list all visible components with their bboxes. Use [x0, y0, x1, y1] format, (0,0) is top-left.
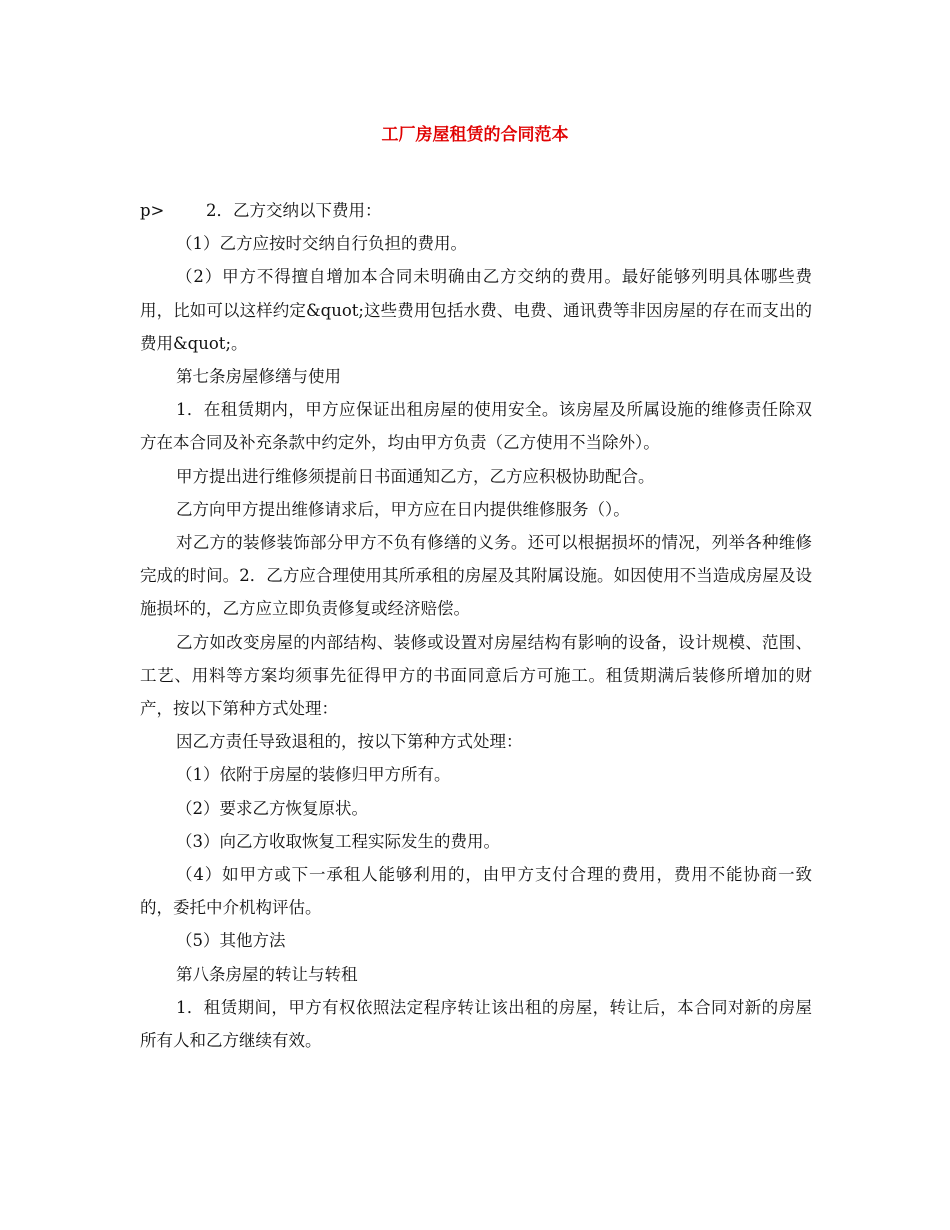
- document-body: [140, 194, 812, 1057]
- paragraph: 因乙方责任导致退租的，按以下第种方式处理：: [176, 732, 523, 752]
- list-item: （2）要求乙方恢复原状。: [176, 798, 368, 818]
- paragraph: 对乙方的装修装饰部分甲方不负有修缮的义务。还可以根据损坏的情况，列举各种维修完成的时间。2．乙方应合理使用其所承租的房屋及其附属设施。如因使用不当造成房屋及设施损坏的，乙方应立即负责修复或经济赔偿。: [140, 533, 812, 619]
- section-heading: 第七条房屋修缮与使用: [176, 367, 341, 387]
- list-item: （5）其他方法: [176, 931, 286, 951]
- paragraph: （2）甲方不得擅自增加本合同未明确由乙方交纳的费用。最好能够列明具体哪些费用，比如可以这样约定&quot;这些费用包括水费、电费、通讯费等非因房屋的存在而支出的费用&quot;。: [140, 267, 812, 353]
- paragraph-text: 2．乙方交纳以下费用：: [206, 201, 382, 220]
- paragraph: 乙方向甲方提出维修请求后，甲方应在日内提供维修服务（）。: [176, 499, 630, 519]
- document-title: 工厂房屋租赁的合同范本: [381, 125, 569, 145]
- paragraph: 乙方如改变房屋的内部结构、装修或设置对房屋结构有影响的设备，设计规模、范围、工艺、用料等方案均须事先征得甲方的书面同意后方可施工。租赁期满后装修所增加的财产，按以下第种方式处理：: [140, 632, 812, 719]
- lead-fragment: p>: [140, 201, 165, 220]
- paragraph: 1．在租赁期内，甲方应保证出租房屋的使用安全。该房屋及所属设施的维修责任除双方在本合同及补充条款中约定外，均由甲方负责（乙方使用不当除外）。: [140, 400, 812, 453]
- list-item: （4）如甲方或下一承租人能够利用的，由甲方支付合理的费用，费用不能协商一致的，委托中介机构评估。: [140, 865, 812, 918]
- list-item: （3）向乙方收取恢复工程实际发生的费用。: [176, 831, 500, 851]
- paragraph: 1．租赁期间，甲方有权依照法定程序转让该出租的房屋，转让后，本合同对新的房屋所有人和乙方继续有效。: [140, 997, 812, 1051]
- paragraph: （1）乙方应按时交纳自行负担的费用。: [176, 234, 467, 254]
- section-heading: 第八条房屋的转让与转租: [176, 964, 358, 984]
- paragraph: [140, 194, 812, 227]
- paragraph: 甲方提出进行维修须提前日书面通知乙方，乙方应积极协助配合。: [176, 466, 655, 486]
- list-item: （1）依附于房屋的装修归甲方所有。: [176, 765, 451, 785]
